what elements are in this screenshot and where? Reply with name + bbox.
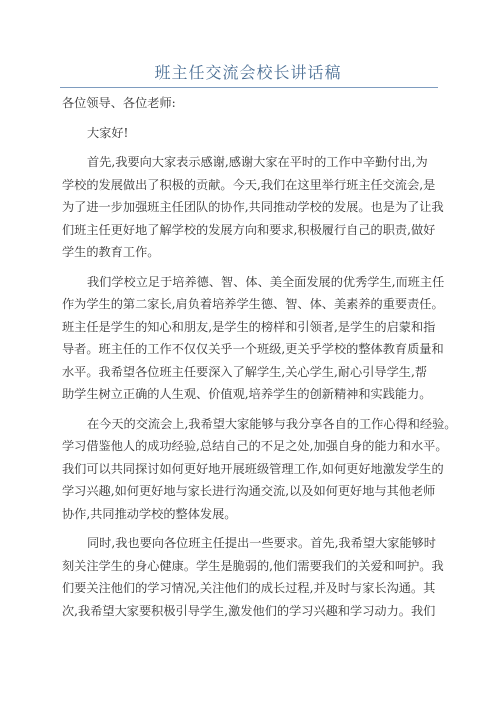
paragraph-2 [62, 271, 445, 406]
paragraph-3 [62, 413, 457, 526]
paragraph-line: 学习兴趣,如何更好地与家长进行沟通交流,以及如何更好地与其他老师 [62, 484, 436, 498]
paragraph-line: 作为学生的第二家长,肩负着培养学生德、智、体、美素养的重要责任。 [62, 297, 444, 311]
salutation [62, 92, 442, 115]
paragraph-line: 们要关注他们的学习情况,关注他们的成长过程,并及时与家长沟通。其 [62, 581, 436, 595]
paragraph-line: 我们学校立足于培养德、智、体、美全面发展的优秀学生,而班主任 [87, 274, 445, 289]
paragraph-line: 助学生树立正确的人生观、价值观,培养学生的创新精神和实践能力。 [62, 387, 432, 401]
paragraph-line: 们班主任更好地了解学校的发展方向和要求,积极履行自己的职责,做好 [62, 222, 436, 237]
title-divider [60, 87, 438, 88]
paragraph-line: 我们可以共同探讨如何更好地开展班级管理工作,如何更好地激发学生的 [62, 461, 444, 476]
greeting [62, 122, 442, 145]
paragraph-line: 在今天的交流会上,我希望大家能够与我分享各自的工作心得和经验。 [87, 416, 457, 431]
paragraph-line: 班主任是学生的知心和朋友,是学生的榜样和引领者,是学生的启蒙和指 [62, 319, 436, 334]
paragraph-line: 学校的发展做出了积极的贡献。今天,我们在这里举行班主任交流会,是 [62, 177, 436, 192]
paragraph-1 [62, 151, 442, 264]
paragraph-line: 协作,共同推动学校的整体发展。 [62, 506, 237, 521]
paragraph-line: 同时,我也要向各位班主任提出一些要求。首先,我希望大家能够时 [87, 536, 436, 550]
document-title: 班主任交流会校长讲话稿 [154, 63, 342, 82]
paragraph-line: 导者。班主任的工作不仅仅关乎一个班级,更关乎学校的整体教育质量和 [62, 342, 444, 356]
paragraph-line: 次,我希望大家要积极引导学生,激发他们的学习兴趣和学习动力。我们 [62, 603, 436, 618]
paragraph-line: 首先,我要向大家表示感谢,感谢大家在平时的工作中辛勤付出,为 [87, 155, 428, 169]
paragraph-line: 刻关注学生的身心健康。学生是脆弱的,他们需要我们的关爱和呵护。我 [62, 558, 444, 573]
document-body [62, 92, 457, 622]
paragraph-line: 学习借鉴他人的成功经验,总结自己的不足之处,加强自身的能力和水平。 [62, 439, 448, 453]
paragraph-line: 为了进一步加强班主任团队的协作,共同推动学校的发展。也是为了让我 [62, 200, 444, 214]
paragraph-line: 学生的教育工作。 [62, 245, 160, 259]
paragraph-4 [62, 532, 442, 622]
paragraph-line: 水平。我希望各位班主任要深入了解学生,关心学生,耐心引导学生,帮 [62, 364, 428, 379]
salutation-line: 各位领导、各位老师: [62, 96, 176, 110]
greeting-line: 大家好! [87, 125, 129, 140]
